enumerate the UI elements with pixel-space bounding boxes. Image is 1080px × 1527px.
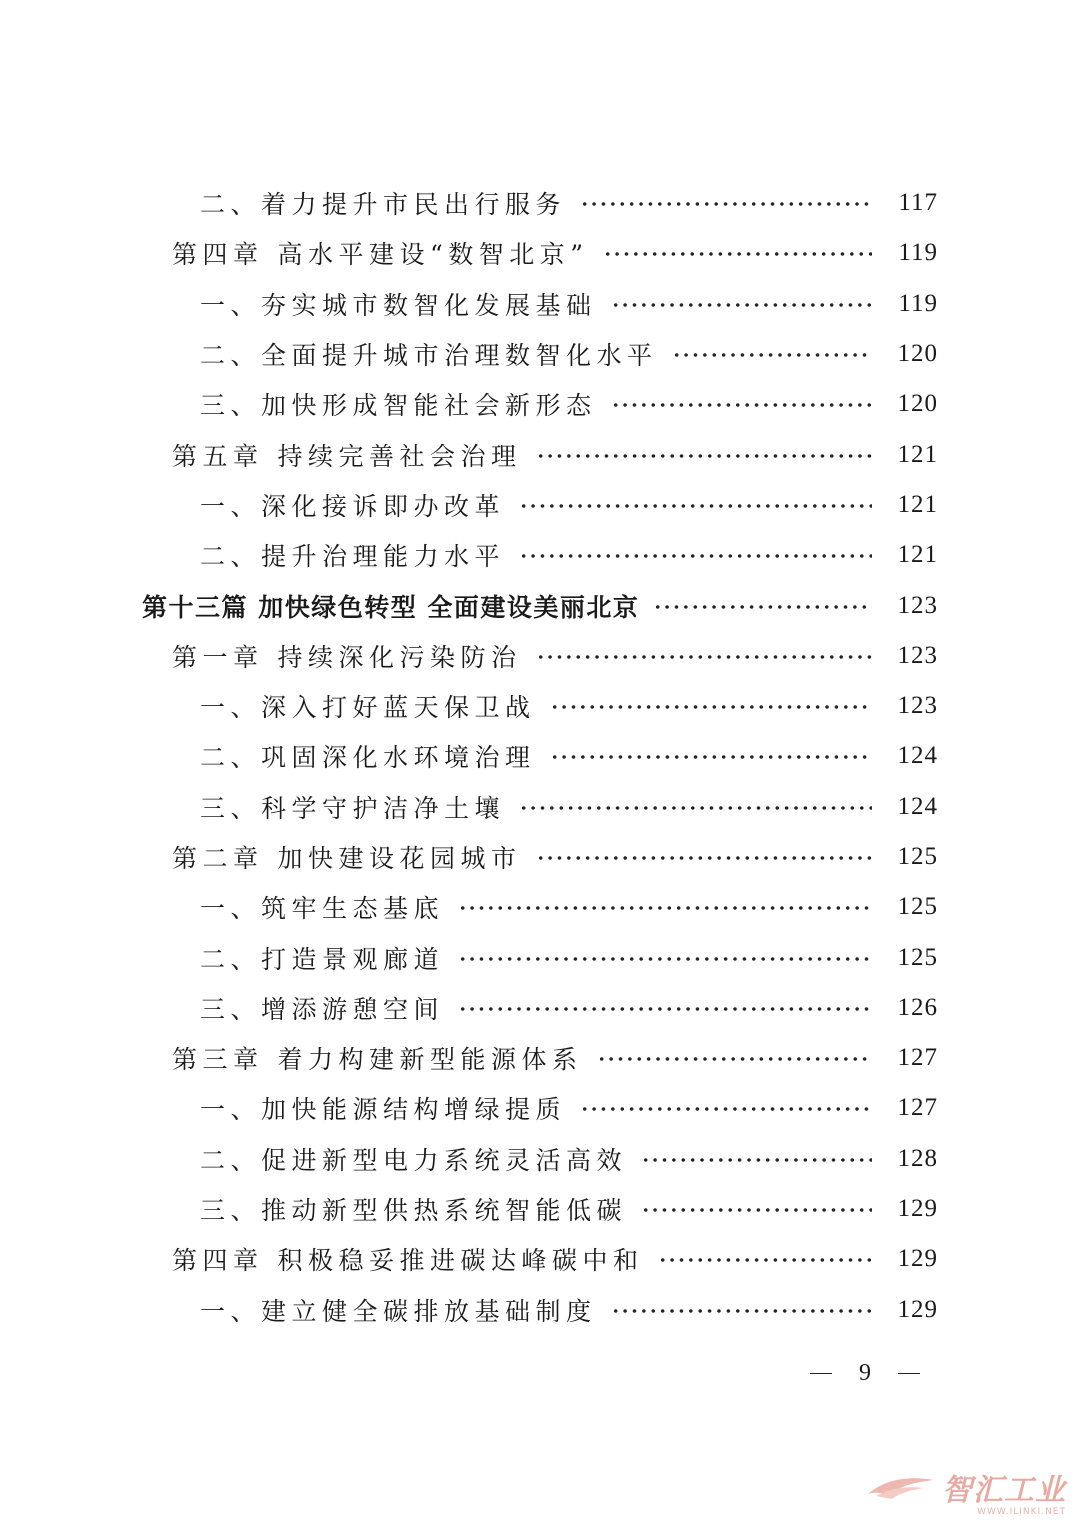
dot-leader: [536, 453, 872, 459]
toc-entry-section[interactable]: [0, 530, 1080, 580]
toc-page-number: 119: [898, 289, 938, 317]
toc-page-number: 117: [898, 189, 938, 217]
footer-dash-right: [898, 1373, 920, 1375]
chapter-title: 着力构建新型能源体系: [277, 1045, 583, 1075]
toc-entry-section[interactable]: [0, 279, 1080, 329]
dot-leader: [458, 956, 872, 962]
toc-title: 二、提升治理能力水平: [200, 542, 506, 572]
dot-leader: [641, 1157, 872, 1163]
dot-leader: [658, 1257, 872, 1263]
toc-entry-section[interactable]: [0, 681, 1080, 731]
toc-entry-section[interactable]: [0, 379, 1080, 429]
toc-page-number: 123: [897, 641, 938, 669]
toc-page-number: 121: [897, 490, 938, 518]
chapter-number: 第四章: [172, 1246, 264, 1276]
dot-leader: [519, 553, 872, 559]
toc-title: 三、加快形成智能社会新形态: [200, 391, 597, 421]
toc-page-number: 120: [897, 340, 938, 368]
toc-page-number: 120: [897, 390, 938, 418]
dot-leader: [536, 855, 872, 861]
dot-leader: [519, 805, 872, 811]
watermark: [866, 1465, 1066, 1517]
toc-page-number: 119: [898, 239, 938, 267]
toc-title: [172, 839, 522, 875]
toc-entry-section[interactable]: [0, 1083, 1080, 1133]
dot-leader: [603, 251, 872, 257]
toc-title: 三、增添游憩空间: [200, 994, 445, 1024]
toc-entry-chapter[interactable]: [0, 228, 1080, 278]
toc-entry-section[interactable]: [0, 480, 1080, 530]
dot-leader: [458, 1006, 872, 1012]
watermark-url: WWW.ILINKI.NET: [977, 1507, 1066, 1517]
toc-title: [172, 1040, 583, 1076]
dot-leader: [611, 302, 872, 308]
toc-entry-section[interactable]: [0, 1184, 1080, 1234]
toc-page-number: 125: [897, 893, 938, 921]
toc-title: 二、打造景观廊道: [200, 944, 445, 974]
toc-entry-section[interactable]: [0, 983, 1080, 1033]
chapter-title: 加快建设花园城市: [277, 844, 522, 873]
toc-page-number: 124: [897, 742, 938, 770]
toc-title: 二、促进新型电力系统灵活高效: [200, 1145, 628, 1175]
toc-entry-section[interactable]: [0, 178, 1080, 228]
toc-title: [172, 638, 522, 674]
toc-page-number: 121: [897, 440, 938, 468]
toc-title: 二、全面提升城市治理数智化水平: [200, 341, 658, 371]
toc-page-number: 124: [897, 792, 938, 820]
toc-page-number: 126: [897, 993, 938, 1021]
toc-page-number: 129: [897, 1295, 938, 1323]
toc-title: 三、推动新型供热系统智能低碳: [200, 1196, 628, 1226]
toc-entry-chapter[interactable]: [0, 631, 1080, 681]
chapter-number: 第一章: [172, 642, 264, 672]
dot-leader: [672, 352, 872, 358]
toc-page-number: 123: [897, 591, 938, 619]
toc-entry-chapter[interactable]: [0, 429, 1080, 479]
toc-entry-section[interactable]: [0, 782, 1080, 832]
dot-leader: [458, 905, 872, 911]
toc-title: 二、着力提升市民出行服务: [200, 190, 567, 220]
toc-title: 一、深入打好蓝天保卫战: [200, 693, 536, 723]
dot-leader: [519, 503, 872, 509]
chapter-title: 持续深化污染防治: [277, 642, 522, 672]
toc-title: [172, 235, 589, 271]
toc-title: 一、加快能源结构增绿提质: [200, 1095, 567, 1125]
chapter-number: 第四章: [172, 240, 264, 270]
watermark-text: 智汇工业: [942, 1473, 1066, 1508]
page-footer: [810, 1360, 920, 1387]
toc-page-number: 123: [897, 692, 938, 720]
toc-entry-part[interactable]: [0, 580, 1080, 630]
chapter-number: 第二章: [172, 844, 264, 873]
dot-leader: [580, 201, 872, 207]
toc-entry-section[interactable]: [0, 1285, 1080, 1335]
dot-leader: [536, 654, 872, 660]
dot-leader: [550, 704, 872, 710]
toc-title: [172, 437, 522, 473]
toc-title: 二、巩固深化水环境治理: [200, 743, 536, 773]
toc-page-number: 121: [897, 541, 938, 569]
page-number: 9: [859, 1360, 871, 1386]
toc-title: 第十三篇 加快绿色转型 全面建设美丽北京: [142, 592, 640, 622]
dot-leader: [550, 754, 872, 760]
chapter-number: 第三章: [172, 1045, 264, 1075]
dot-leader: [597, 1056, 872, 1062]
toc-entry-section[interactable]: [0, 882, 1080, 932]
toc-title: 三、科学守护洁净土壤: [200, 793, 506, 823]
dot-leader: [611, 402, 872, 408]
toc-entry-section[interactable]: [0, 329, 1080, 379]
toc-page-number: 129: [897, 1245, 938, 1273]
toc-entry-chapter[interactable]: [0, 1033, 1080, 1083]
toc-title: 一、建立健全碳排放基础制度: [200, 1296, 597, 1326]
toc-entry-chapter[interactable]: [0, 1234, 1080, 1284]
toc-page-number: 129: [897, 1195, 938, 1223]
toc-page-number: 127: [897, 1044, 938, 1072]
footer-dash-left: [810, 1373, 832, 1375]
table-of-contents: [0, 178, 1080, 1335]
chapter-title: 积极稳妥推进碳达峰碳中和: [277, 1246, 644, 1276]
toc-entry-chapter[interactable]: [0, 832, 1080, 882]
toc-title: [172, 1241, 644, 1277]
toc-page-number: 128: [897, 1144, 938, 1172]
chapter-number: 第五章: [172, 441, 264, 471]
toc-title: 一、夯实城市数智化发展基础: [200, 290, 597, 320]
swoosh-logo-icon: [866, 1474, 936, 1500]
toc-title: 一、深化接诉即办改革: [200, 491, 506, 521]
dot-leader: [611, 1308, 872, 1314]
toc-page-number: 127: [897, 1094, 938, 1122]
toc-entry-section[interactable]: [0, 932, 1080, 982]
toc-entry-section[interactable]: [0, 1134, 1080, 1184]
dot-leader: [653, 604, 872, 610]
toc-title: 一、筑牢生态基底: [200, 894, 445, 924]
chapter-title: 持续完善社会治理: [277, 441, 522, 471]
toc-page-number: 125: [897, 943, 938, 971]
toc-entry-section[interactable]: [0, 731, 1080, 781]
dot-leader: [641, 1207, 872, 1213]
dot-leader: [580, 1106, 872, 1112]
toc-page-number: 125: [897, 843, 938, 870]
chapter-title: 高水平建设“数智北京”: [277, 240, 589, 270]
